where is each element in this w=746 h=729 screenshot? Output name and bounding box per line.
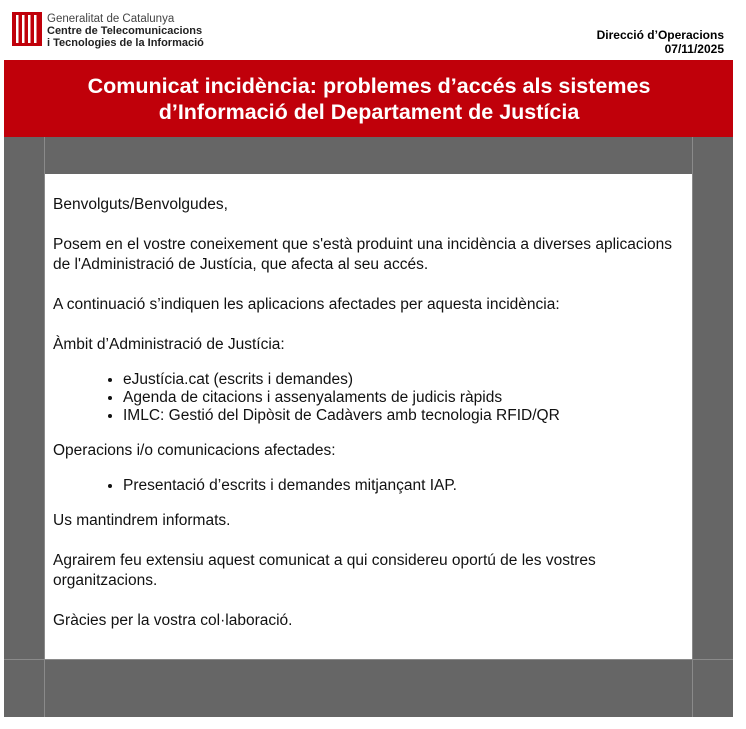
notice-date: 07/11/2025 [664, 42, 724, 56]
page-title: Comunicat incidència: problemes d’accés als sistemes d’Informació del Departament de Justícia [87, 74, 651, 124]
header-meta [597, 28, 724, 56]
keep-informed: Us mantindrem informats. [53, 512, 231, 529]
share-request: Agrairem feu extensiu aquest comunicat a qui considereu oportú de les vostres organitzacions. [53, 552, 596, 589]
org-line-1: Generalitat de Catalunya [47, 13, 175, 25]
ops-intro: Operacions i/o comunicacions afectades: [53, 442, 336, 459]
frame-divider-bottom [4, 659, 733, 660]
generalitat-logo-icon [12, 12, 42, 46]
affected-apps-list [53, 371, 684, 425]
thanks: Gràcies per la vostra col·laboració. [53, 612, 293, 629]
list-item: • Agenda de citacions i assenyalaments de judicis ràpids [123, 389, 684, 407]
apps-intro: A continuació s’indiquen les aplicacions afectades per aquesta incidència: [53, 296, 560, 313]
org-line-2: Centre de Telecomunicacions [47, 25, 203, 37]
greeting: Benvolguts/Benvolgudes, [53, 196, 228, 213]
header [0, 0, 746, 60]
organization-name [47, 13, 204, 49]
list-item: • eJustícia.cat (escrits i demandes) [123, 371, 684, 389]
list-item: • Presentació d’escrits i demandes mitjançant IAP. [123, 477, 684, 495]
department-name: Direcció d’Operacions [596, 28, 724, 42]
title-banner [4, 60, 733, 137]
org-line-3: i Tecnologies de la Informació [47, 37, 204, 49]
list-item: • IMLC: Gestió del Dipòsit de Cadàvers amb tecnologia RFID/QR [123, 407, 684, 425]
notice-body [45, 174, 692, 659]
title-banner-inner [45, 60, 693, 137]
scope-heading: Àmbit d’Administració de Justícia: [53, 336, 285, 353]
affected-ops-list [53, 477, 684, 495]
frame-divider-right [692, 60, 693, 717]
intro-paragraph: Posem en el vostre coneixement que s'està produint una incidència a diverses aplicacions de l'Administració de Justícia, que afecta al seu accés. [53, 236, 673, 273]
